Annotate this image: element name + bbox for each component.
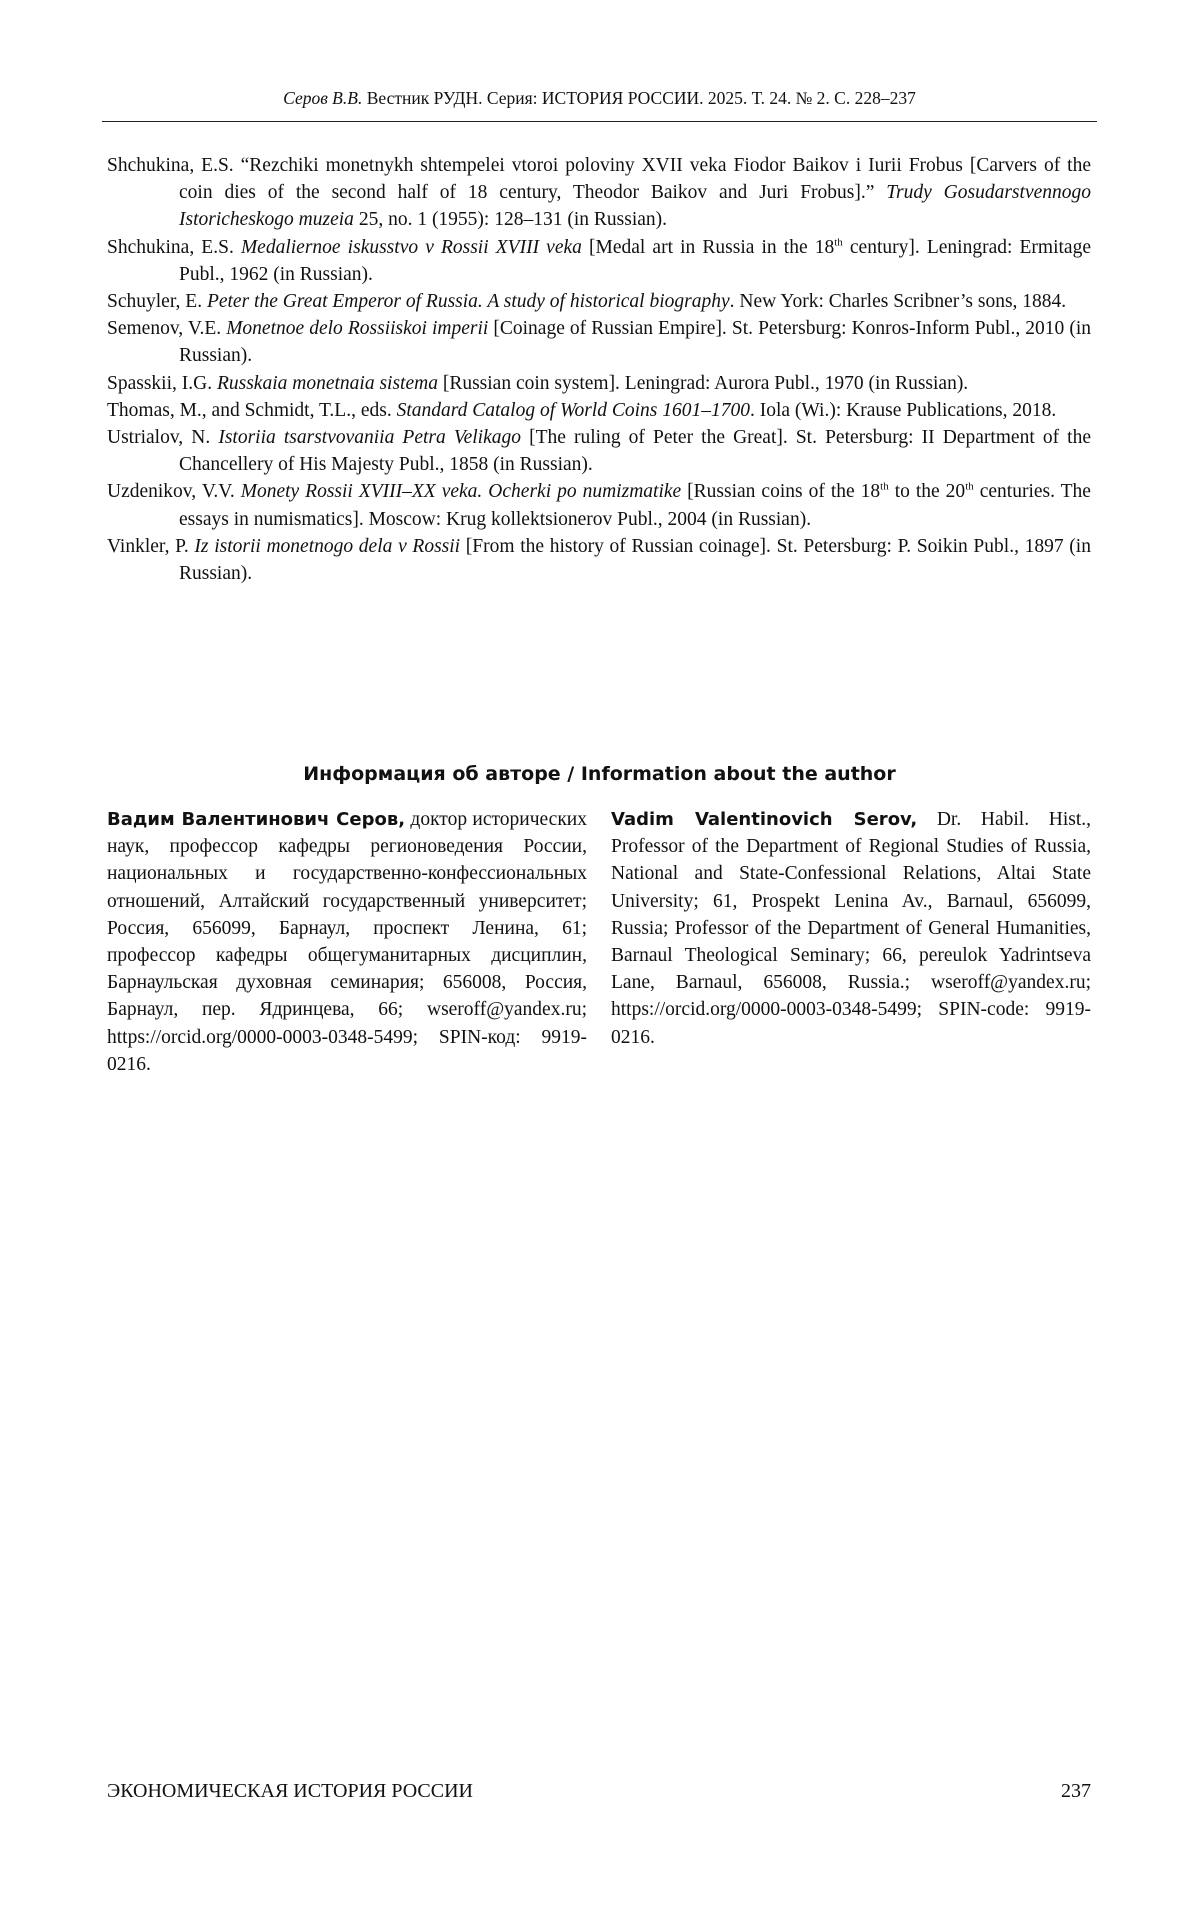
reference-rest: [Coinage of Russian Empire]. St. Petersburg: Konros-Inform Publ., 2010 (in Russian). (179, 318, 1091, 367)
reference-title: Trudy Gosudarstvennogo Istoricheskogo muzeia (179, 182, 1091, 231)
reference-title: Russkaia monetnaia sistema (216, 372, 438, 394)
running-head-author: Серов В.В. (283, 88, 363, 108)
reference-item (107, 397, 1091, 424)
reference-item (107, 315, 1091, 369)
reference-rest: [Russian coin system]. Leningrad: Aurora Publ., 1970 (in Russian). (437, 372, 969, 394)
reference-rest: 25, no. 1 (1955): 128–131 (in Russian). (353, 209, 668, 231)
reference-item (107, 234, 1091, 288)
reference-rest: [The ruling of Peter the Great]. St. Petersburg: II Department of the Chancellery of His Majesty Publ., 1858 (in Russian). (179, 427, 1091, 476)
reference-rest: . New York: Charles Scribner’s sons, 1884. (729, 291, 1067, 313)
ordinal-suffix: th (965, 480, 974, 493)
reference-title: Monetnoe delo Rossiiskoi imperii (226, 318, 489, 340)
reference-lead: Spasskii, I.G. (107, 372, 217, 394)
reference-item (107, 478, 1091, 532)
reference-title: Istoriia tsarstvovaniia Petra Velikago (218, 427, 521, 449)
author-name-en: Vadim Valentinovich Serov, (611, 809, 918, 830)
running-head (102, 88, 1097, 109)
reference-rest: century]. Leningrad: Ermitage Publ., 1962 (in Russian). (179, 236, 1091, 285)
reference-lead: Schuyler, E. (107, 291, 207, 313)
reference-lead: Vinkler, P. (107, 535, 195, 557)
reference-rest: centuries. The essays in numismatics]. Moscow: Krug kollektsionerov Publ., 2004 (in Russian). (179, 481, 1091, 530)
reference-item (107, 152, 1091, 234)
reference-item (107, 370, 1091, 397)
header-rule (102, 121, 1097, 122)
footer-journal-title: ЭКОНОМИЧЕСКАЯ ИСТОРИЯ РОССИИ (107, 1780, 473, 1802)
ordinal-suffix: th (880, 480, 889, 493)
reference-title: Monety Rossii XVIII–XX veka. Ocherki po numizmatike (240, 481, 682, 503)
ordinal-suffix: th (834, 236, 843, 249)
reference-item (107, 533, 1091, 587)
reference-lead: Semenov, V.E. (107, 318, 227, 340)
reference-list (107, 152, 1091, 587)
author-bio-en: Dr. Habil. Hist., Professor of the Department of Regional Studies of Russia, National and State-Confessional Relations, Altai State University; 61, Prospekt Lenina Av., Barnaul, 656099, Russia; Professor of the Department of General Humanities, Barnaul Theological Seminary; 66, pereulok Yadrintseva Lane, Barnaul, 656008, Russia.; wseroff@yandex.ru; https://orcid.org/0000-0003-0348-5499; SPIN-code: 9919-0216. (611, 809, 1091, 1048)
reference-title: Medaliernoe iskusstvo v Rossii XVIII veka (240, 236, 582, 258)
author-info-russian (107, 806, 587, 1078)
running-head-citation: Вестник РУДН. Серия: ИСТОРИЯ РОССИИ. 2025. Т. 24. № 2. С. 228–237 (362, 88, 916, 108)
reference-rest: . Iola (Wi.): Krause Publications, 2018. (749, 399, 1057, 421)
reference-lead: Thomas, M., and Schmidt, T.L., eds. (107, 399, 397, 421)
reference-lead: Shchukina, E.S. (107, 236, 241, 258)
reference-rest: [Russian coins of the 18 (681, 481, 881, 503)
reference-item (107, 288, 1091, 315)
reference-rest: to the 20 (888, 481, 966, 503)
reference-title: Standard Catalog of World Coins 1601–1700 (396, 399, 750, 421)
reference-rest: [Medal art in Russia in the 18 (581, 236, 835, 258)
reference-title: Peter the Great Emperor of Russia. A study of historical biography (206, 291, 730, 313)
reference-item (107, 424, 1091, 478)
author-name-ru: Вадим Валентинович Серов, (107, 809, 406, 830)
reference-title: Iz istorii monetnogo dela v Rossii (194, 535, 461, 557)
reference-lead: Ustrialov, N. (107, 427, 219, 449)
author-info-heading: Информация об авторе / Information about the author (303, 763, 896, 785)
page-number: 237 (1061, 1780, 1091, 1802)
reference-lead: Shchukina, E.S. “Rezchiki monetnykh shtempelei vtoroi poloviny XVII veka Fiodor Baikov i Iurii Frobus [Carvers of the coin dies of the second half of 18 century, Theodor Baikov and Juri Frobus].” (107, 155, 1091, 204)
reference-rest: [From the history of Russian coinage]. St. Petersburg: P. Soikin Publ., 1897 (in Russian). (179, 535, 1091, 585)
reference-lead: Uzdenikov, V.V. (107, 481, 241, 503)
author-info-english (611, 806, 1091, 1051)
author-bio-ru: доктор исторических наук, профессор кафедры регионоведения России, национальных и государственно-конфессиональных отношений, Алтайский государственный университет; Россия, 656099, Барнаул, проспект Ленина, 61; профессор кафедры общегуманитарных дисциплин, Барнаульская духовная семинария; 656008, Россия, Барнаул, пер. Ядринцева, 66; wseroff@yandex.ru; https://orcid.org/0000-0003-0348-5499; SPIN-код: 9919-0216. (107, 809, 587, 1075)
